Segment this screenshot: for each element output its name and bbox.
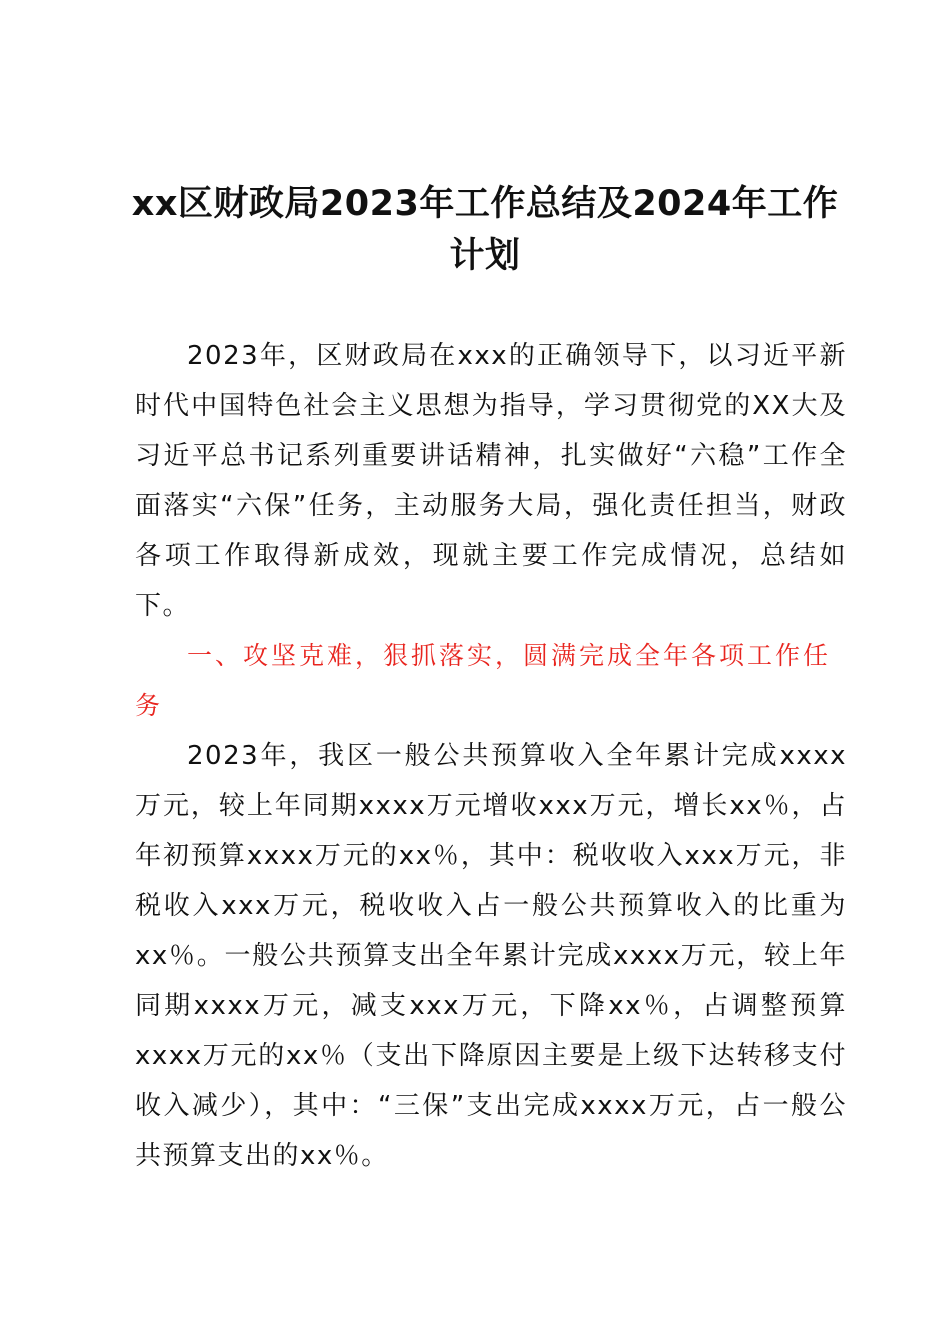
document-title: xx区财政局2023年工作总结及2024年工作计划 bbox=[131, 184, 839, 276]
section-heading: 一、攻坚克难，狠抓落实，圆满完成全年各项工作任务 bbox=[135, 641, 832, 720]
intro-paragraph: 2023年，区财政局在xxx的正确领导下，以习近平新时代中国特色社会主义思想为指导，学习贯彻党的XX大及习近平总书记系列重要讲话精神，扎实做好“六稳”工作全面落实“六保”任务，主动服务大局，强化责任担当，财政各项工作取得新成效，现就主要工作完成情况，总结如下。 bbox=[135, 341, 847, 621]
document-body bbox=[135, 331, 847, 1181]
section-paragraph: 2023年，我区一般公共预算收入全年累计完成xxxx万元，较上年同期xxxx万元增收xxx万元，增长xx％，占年初预算xxxx万元的xx％，其中：税收收入xxx万元，非税收入xxx万元，税收收入占一般公共预算收入的比重为xx％。一般公共预算支出全年累计完成xxxx万元，较上年同期xxxx万元，减支xxx万元，下降xx％，占调整预算xxxx万元的xx％（支出下降原因主要是上级下达转移支付收入减少），其中：“三保”支出完成xxxx万元，占一般公共预算支出的xx％。 bbox=[135, 741, 847, 1171]
